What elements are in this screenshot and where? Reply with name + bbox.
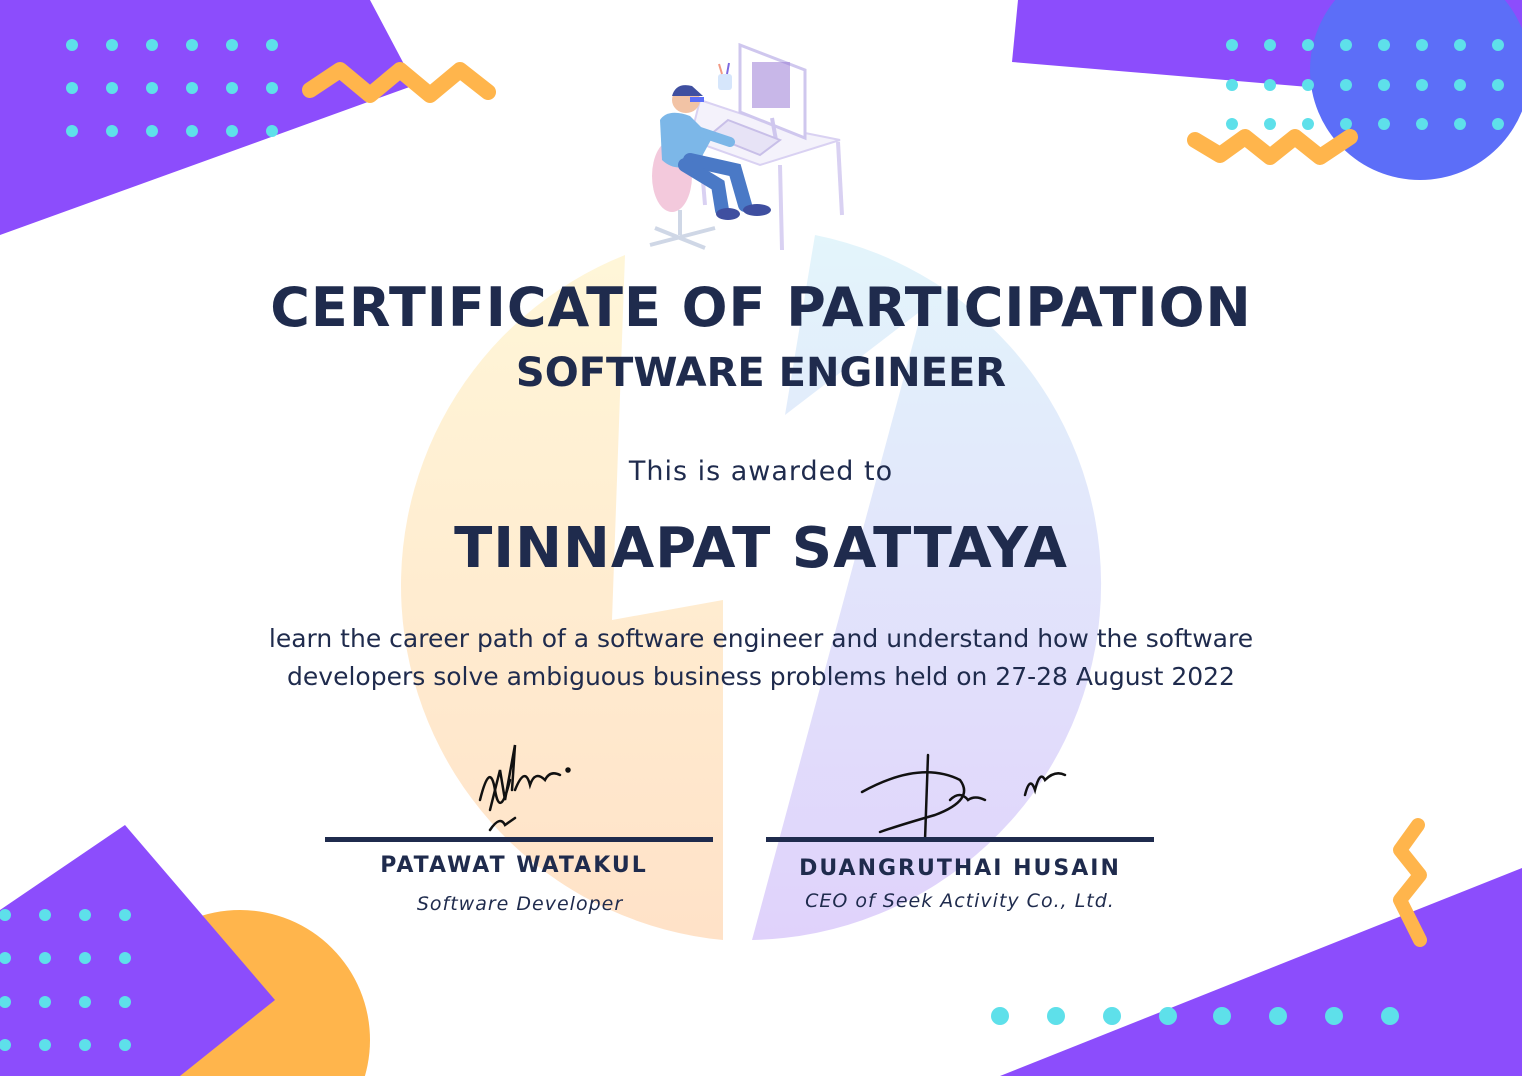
awarded-intro-text: This is awarded to [628, 456, 894, 487]
certificate-subtitle: SOFTWARE ENGINEER [515, 350, 1007, 396]
description-line: developers solve ambiguous business problems held on 27-28 August 2022 [287, 662, 1235, 691]
certificate-description [0, 620, 1522, 696]
signatory-role-right: CEO of Seek Activity Co., Ltd. [805, 890, 1115, 912]
signature-line-left [325, 837, 713, 842]
recipient-name: TINNAPAT SATTAYA [454, 516, 1068, 581]
certificate-title: CERTIFICATE OF PARTICIPATION [270, 276, 1252, 339]
signature-line-right [766, 837, 1154, 842]
signatory-name-right: DUANGRUTHAI HUSAIN [799, 856, 1121, 881]
signatory-role-left: Software Developer [416, 893, 624, 915]
developer-at-desk-illustration [650, 45, 842, 250]
center-circle-decoration [401, 235, 1101, 940]
bottom-left-decoration [0, 825, 370, 1076]
description-line: learn the career path of a software engineer and understand how the software [268, 624, 1254, 653]
top-left-decoration [0, 0, 488, 235]
top-right-decoration [1012, 0, 1522, 180]
signatory-name-left: PATAWAT WATAKUL [380, 853, 648, 878]
